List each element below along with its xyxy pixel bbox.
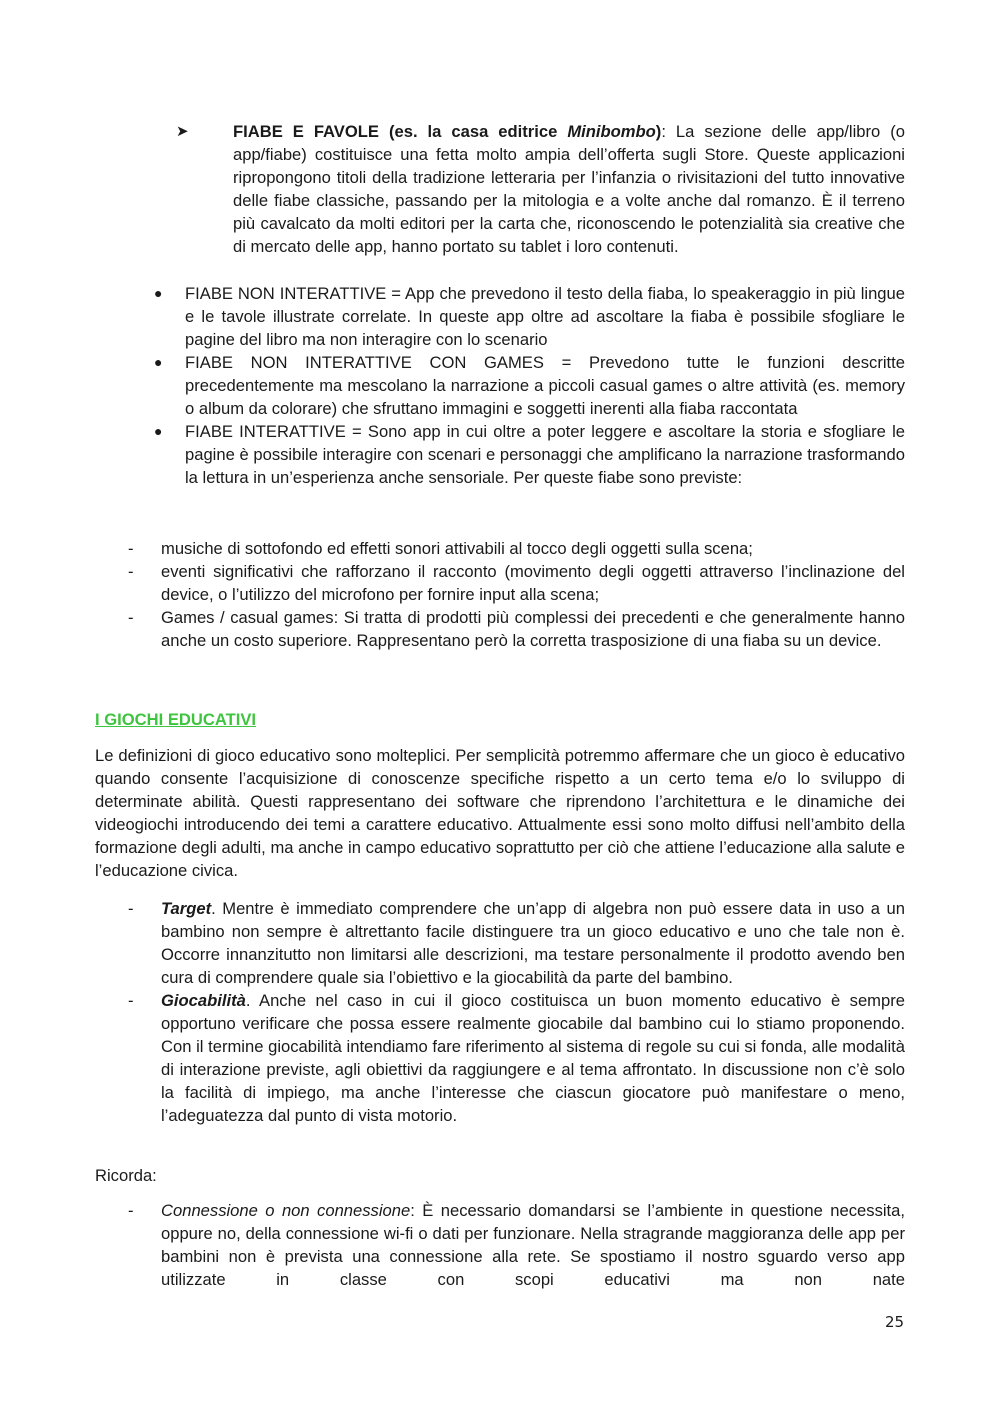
- criterion-term: Giocabilità: [161, 991, 246, 1010]
- fiabe-bold-close: ): [655, 122, 662, 141]
- dash-marker: -: [128, 1201, 134, 1220]
- list-item: - Connessione o non connessione: È necessario domandarsi se l’ambiente in questione necessita, oppure no, della connessione wi-fi o dati per funzionare. Nella stragrande maggioranza delle app per bambini non è prevista una connessione alla rete. Se spostiamo il nostro sguardo verso app utilizzate in classe con scopi educativi ma non nate: [128, 1201, 905, 1289]
- fiabe-text: : La sezione delle app/libro (o app/fiabe) costituisce una fetta molto ampia dell’offerta sugli Store. Queste applicazioni ripropongono titoli della tradizione letteraria per l’infanzia o rivisitazioni del tutto innovative delle fiabe classiche, passando per la mitologia e a volte anche dal romanzo. È il terreno più cavalcato da molti editori per la carta che, riconoscendo le potenzialità sia creative che di mercato delle app, hanno portato su tablet i loro contenuti.: [233, 122, 906, 256]
- bullet-dot-icon: ●: [154, 285, 163, 301]
- list-item: ● FIABE INTERATTIVE = Sono app in cui oltre a poter leggere e ascoltare la storia e sfogliare le pagine è possibile interagire con scenari e personaggi che amplificano la narrazione trasformando la lettura in un’esperienza anche sensoriale. Per queste fiabe sono previste:: [154, 422, 905, 487]
- arrow-bullet-icon: ➤: [176, 123, 189, 140]
- fiabe-favole-item: [176, 120, 906, 258]
- list-item: ● FIABE NON INTERATTIVE = App che prevedono il testo della fiaba, lo speakeraggio in più lingue e le tavole illustrate correlate. In queste app oltre ad ascoltare la fiaba è possibile sfogliare le pagine del libro ma non interagire con lo scenario: [154, 284, 905, 349]
- page-number: 25: [885, 1313, 905, 1331]
- dash-marker: -: [128, 608, 134, 627]
- ricorda-label: Ricorda:: [95, 1166, 157, 1185]
- fiabe-bold-lead: FIABE E FAVOLE (es. la casa editrice: [233, 122, 568, 141]
- bullet-dot-icon: ●: [154, 354, 163, 370]
- criterion-term: Target: [161, 899, 212, 918]
- dash-marker: -: [128, 539, 134, 558]
- list-item: - musiche di sottofondo ed effetti sonori attivabili al tocco degli oggetti sulla scena;: [128, 539, 753, 558]
- dash-marker: -: [128, 991, 134, 1010]
- section-heading: I GIOCHI EDUCATIVI: [95, 710, 257, 729]
- publisher-name: Minibombo: [567, 122, 656, 141]
- dash-marker: -: [128, 899, 134, 918]
- list-item: - Giocabilità. Anche nel caso in cui il gioco costituisca un buon momento educativo è sempre opportuno verificare che possa essere realmente giocabile dal bambino cui lo stiamo proponendo. Con il termine giocabilità intendiamo fare riferimento al sistema di regole su cui si fonda, alle modalità di interazione previste, agli obiettivi da raggiungere e al tema affrontato. In discussione non c’è solo la facilità di impiego, ma anche l’interesse che ciascun giocatore può manifestare o meno, l’adeguatezza dal punto di vista motorio.: [128, 991, 905, 1125]
- fiabe-types-list: [154, 282, 905, 489]
- intro-paragraph: Le definizioni di gioco educativo sono molteplici. Per semplicità potremmo affermare che un gioco è educativo quando consente l’acquisizione di conoscenze specifiche rispetto a un certo tema e/o lo sviluppo di determinate abilità. Questi rappresentano dei software che riprendono l’architettura e le dinamiche dei videogiochi introducendo dei temi a carattere educativo. Attualmente essi sono molto diffusi nell’ambito della formazione degli adulti, ma anche in campo educativo soprattutto per ciò che attiene l’educazione alla salute e l’educazione civica.: [95, 746, 905, 880]
- dash-marker: -: [128, 562, 134, 581]
- reminder-term: Connessione o non connessione: [161, 1201, 411, 1220]
- list-item: - Target. Mentre è immediato comprendere che un’app di algebra non può essere data in uso a un bambino non sempre è altrettanto facile distinguere tra un gioco educativo e uno che tale non è. Occorre innanzitutto non limitarsi alle descrizioni, ma testare personalmente il prodotto avendo ben cura di comprendere quale sia l’obiettivo e la giocabilità da parte del bambino.: [128, 899, 905, 987]
- list-item: - Games / casual games: Si tratta di prodotti più complessi dei precedenti e che generalmente hanno anche un costo superiore. Rappresentano però la corretta trasposizione di una fiaba su un device.: [128, 608, 905, 650]
- list-item: ● FIABE NON INTERATTIVE CON GAMES = Prevedono tutte le funzioni descritte precedentemente ma mescolano la narrazione a piccoli casual games o altre attività (es. memory o album da colorare) che sfruttano immagini e soggetti inerenti alla fiaba raccontata: [154, 353, 905, 418]
- bullet-dot-icon: ●: [154, 423, 163, 439]
- reminders-list: [128, 1199, 905, 1291]
- features-list: [128, 537, 905, 652]
- list-item: - eventi significativi che rafforzano il racconto (movimento degli oggetti attraverso l’inclinazione del device, o l’utilizzo del microfono per fornire input alla scena;: [128, 562, 905, 604]
- criteria-list: [128, 897, 905, 1127]
